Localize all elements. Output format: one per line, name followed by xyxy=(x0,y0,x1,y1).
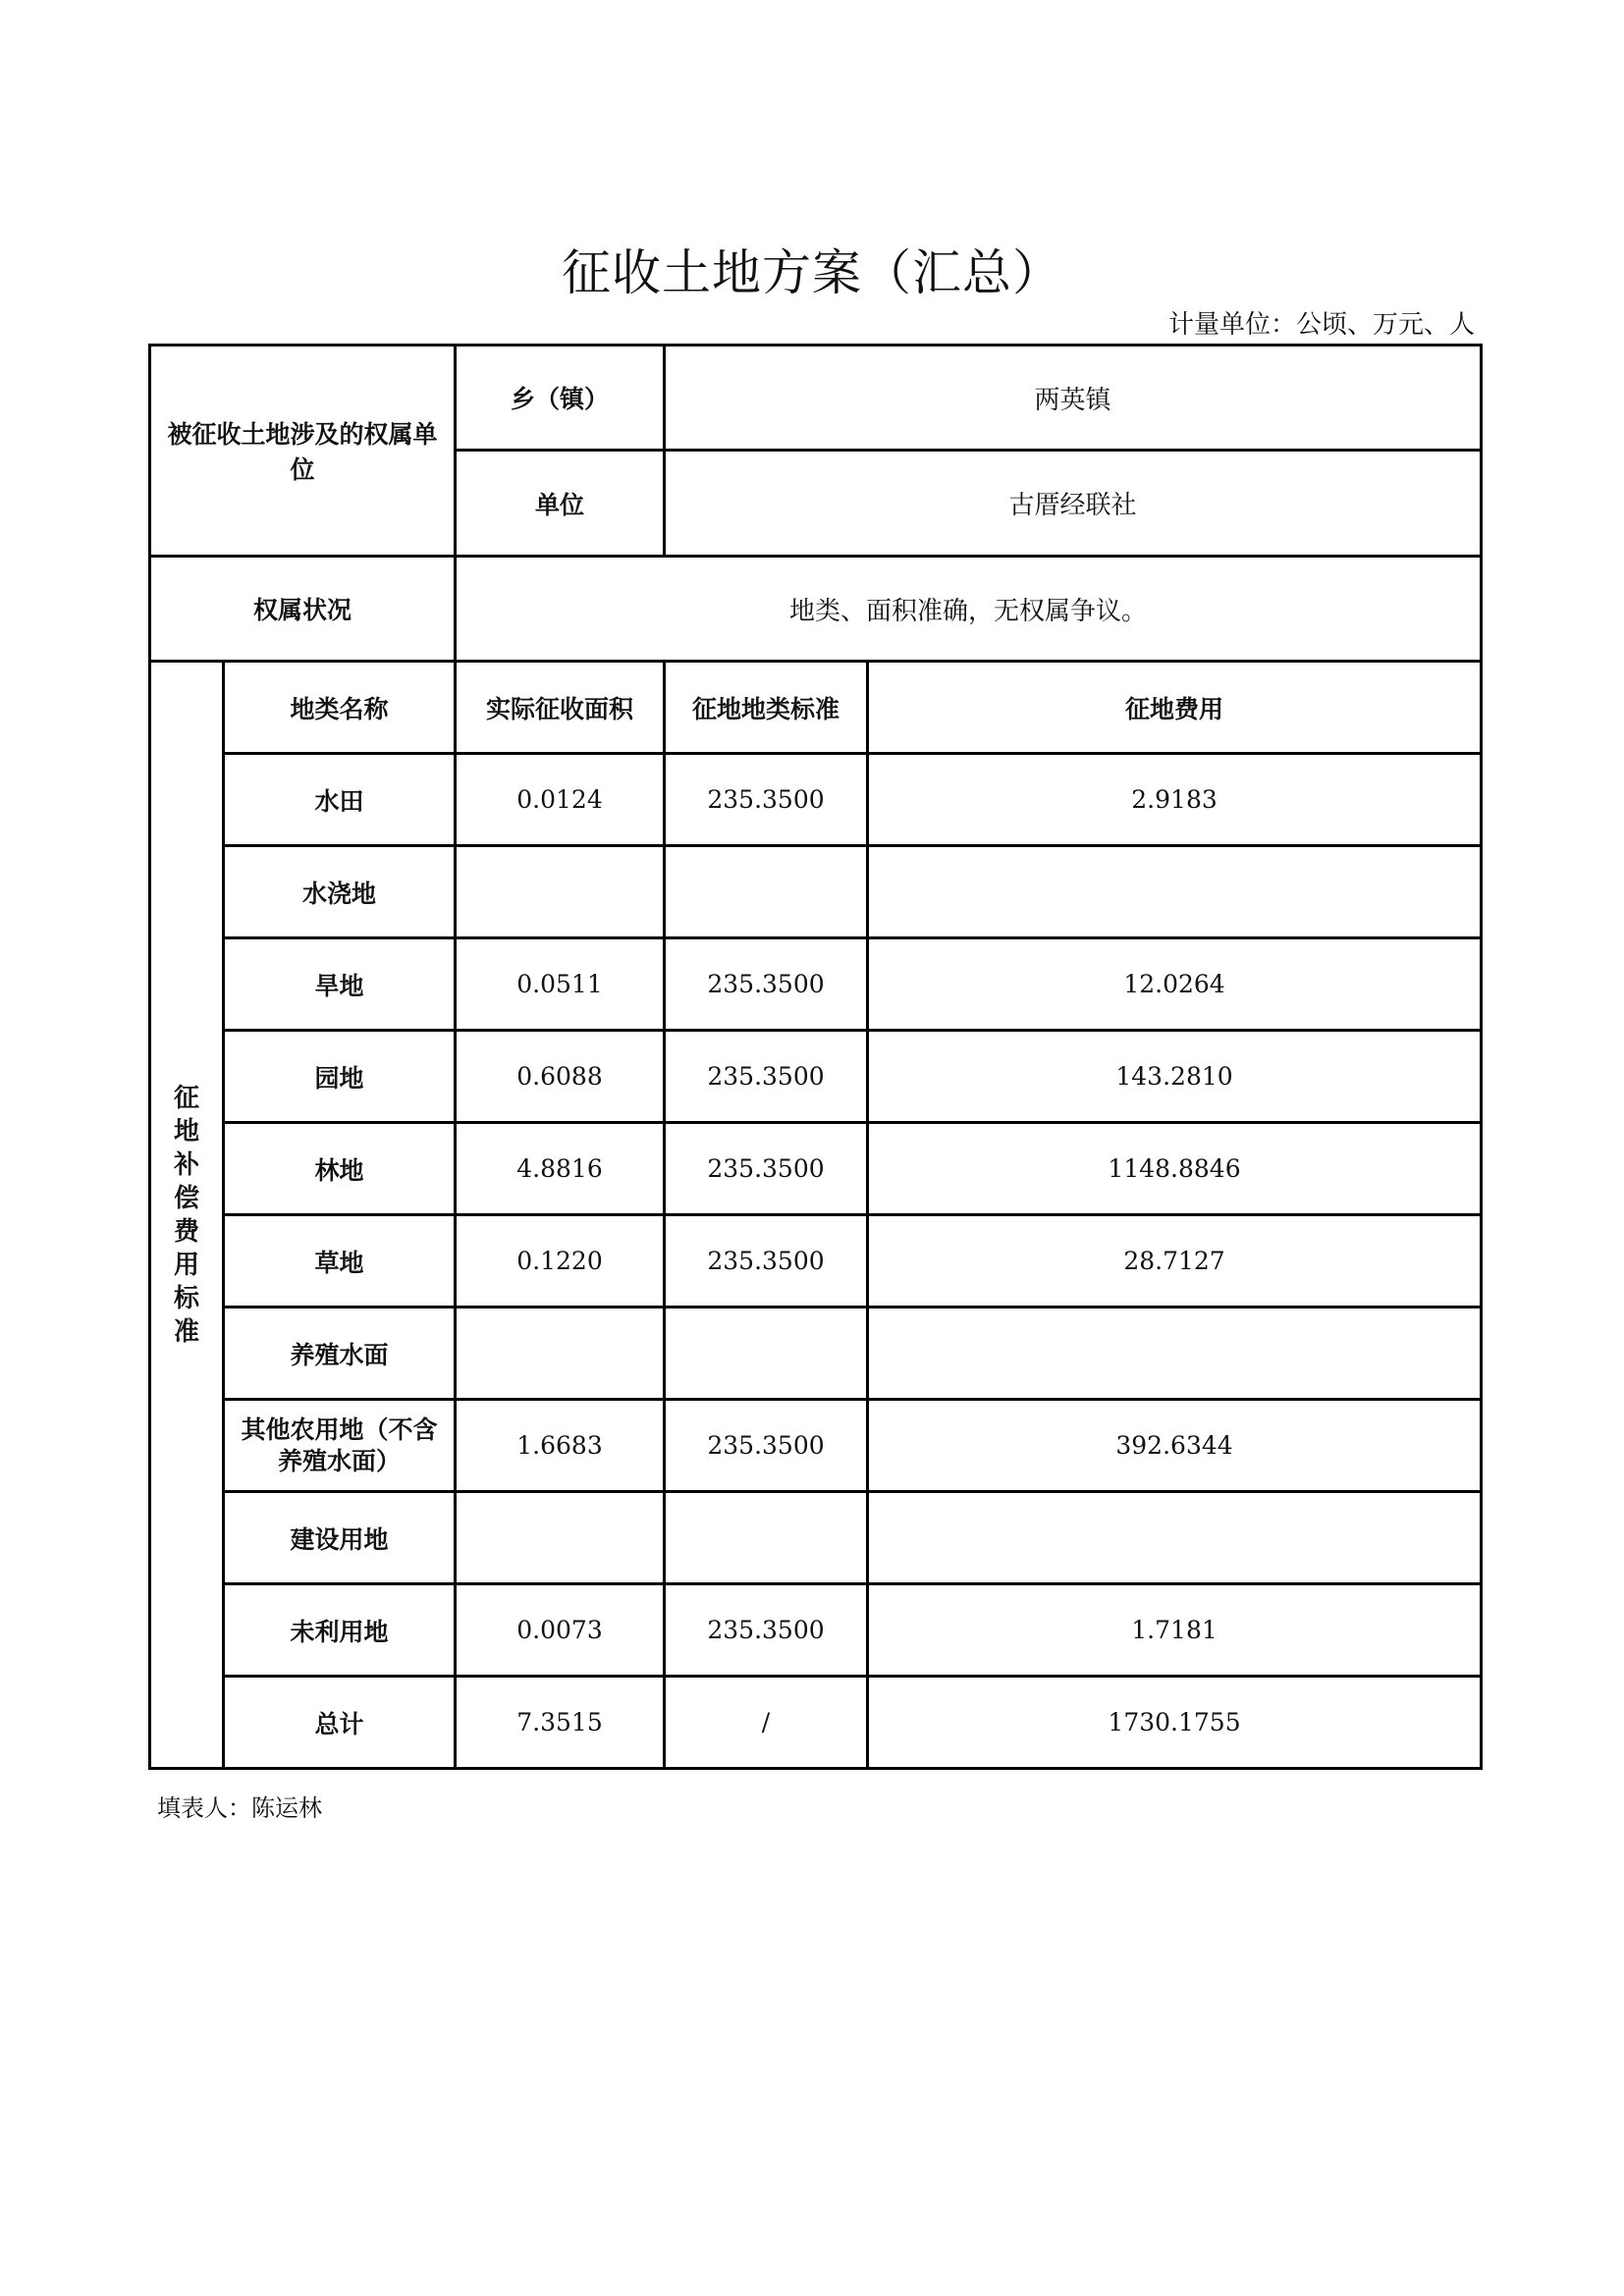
status-label: 权属状况 xyxy=(150,557,456,662)
standard-value: 235.3500 xyxy=(665,1400,868,1492)
actual-area: 7.3515 xyxy=(456,1677,665,1769)
cost-value: 12.0264 xyxy=(868,938,1482,1031)
table-row xyxy=(150,1308,1482,1400)
standard-value: 235.3500 xyxy=(665,1123,868,1215)
page-title: 征收土地方案（汇总） xyxy=(562,244,1062,301)
actual-area xyxy=(456,1308,665,1400)
table-row xyxy=(150,1400,1482,1492)
cost-value: 28.7127 xyxy=(868,1215,1482,1308)
town-value: 两英镇 xyxy=(665,346,1482,451)
column-header-cost: 征地费用 xyxy=(868,662,1482,754)
column-header-name: 地类名称 xyxy=(224,662,456,754)
table-row xyxy=(150,1492,1482,1584)
land-type-name: 旱地 xyxy=(224,938,456,1031)
standard-value: 235.3500 xyxy=(665,1584,868,1677)
column-header-standard: 征地地类标准 xyxy=(665,662,868,754)
actual-area: 0.0124 xyxy=(456,754,665,846)
ownership-header: 被征收土地涉及的权属单位 xyxy=(150,346,456,557)
table-row xyxy=(150,1031,1482,1123)
filler-signature: 填表人：陈运林 xyxy=(157,1794,322,1822)
land-type-name: 总计 xyxy=(224,1677,456,1769)
cost-value: 1730.1755 xyxy=(868,1677,1482,1769)
land-acquisition-table xyxy=(148,344,1483,1770)
table-row xyxy=(150,1123,1482,1215)
table-row xyxy=(150,754,1482,846)
table-row xyxy=(150,1584,1482,1677)
standard-value: 235.3500 xyxy=(665,754,868,846)
cost-value: 1148.8846 xyxy=(868,1123,1482,1215)
actual-area: 4.8816 xyxy=(456,1123,665,1215)
compensation-side-label: 征 地 补 偿 费 用 标 准 xyxy=(150,662,224,1769)
standard-value xyxy=(665,846,868,938)
actual-area: 0.0073 xyxy=(456,1584,665,1677)
cost-value: 143.2810 xyxy=(868,1031,1482,1123)
standard-value xyxy=(665,1308,868,1400)
standard-value xyxy=(665,1492,868,1584)
actual-area: 0.6088 xyxy=(456,1031,665,1123)
cost-value xyxy=(868,1492,1482,1584)
table-row xyxy=(150,1215,1482,1308)
unit-value: 古厝经联社 xyxy=(665,451,1482,557)
actual-area: 0.0511 xyxy=(456,938,665,1031)
unit-label: 单位 xyxy=(456,451,665,557)
standard-value: / xyxy=(665,1677,868,1769)
land-type-name: 未利用地 xyxy=(224,1584,456,1677)
land-type-name: 其他农用地（不含养殖水面） xyxy=(224,1400,456,1492)
town-label: 乡（镇） xyxy=(456,346,665,451)
land-type-name: 水浇地 xyxy=(224,846,456,938)
cost-value: 1.7181 xyxy=(868,1584,1482,1677)
standard-value: 235.3500 xyxy=(665,1215,868,1308)
table-row xyxy=(150,938,1482,1031)
cost-value: 392.6344 xyxy=(868,1400,1482,1492)
standard-value: 235.3500 xyxy=(665,938,868,1031)
column-header-area: 实际征收面积 xyxy=(456,662,665,754)
standard-value: 235.3500 xyxy=(665,1031,868,1123)
land-type-name: 园地 xyxy=(224,1031,456,1123)
actual-area xyxy=(456,1492,665,1584)
table-row-total xyxy=(150,1677,1482,1769)
land-type-name: 建设用地 xyxy=(224,1492,456,1584)
actual-area: 1.6683 xyxy=(456,1400,665,1492)
land-type-name: 养殖水面 xyxy=(224,1308,456,1400)
cost-value xyxy=(868,846,1482,938)
cost-value xyxy=(868,1308,1482,1400)
actual-area xyxy=(456,846,665,938)
land-type-name: 水田 xyxy=(224,754,456,846)
status-value: 地类、面积准确，无权属争议。 xyxy=(456,557,1482,662)
unit-note: 计量单位：公顷、万元、人 xyxy=(1167,310,1475,340)
actual-area: 0.1220 xyxy=(456,1215,665,1308)
land-type-name: 草地 xyxy=(224,1215,456,1308)
land-type-name: 林地 xyxy=(224,1123,456,1215)
cost-value: 2.9183 xyxy=(868,754,1482,846)
table-row xyxy=(150,846,1482,938)
